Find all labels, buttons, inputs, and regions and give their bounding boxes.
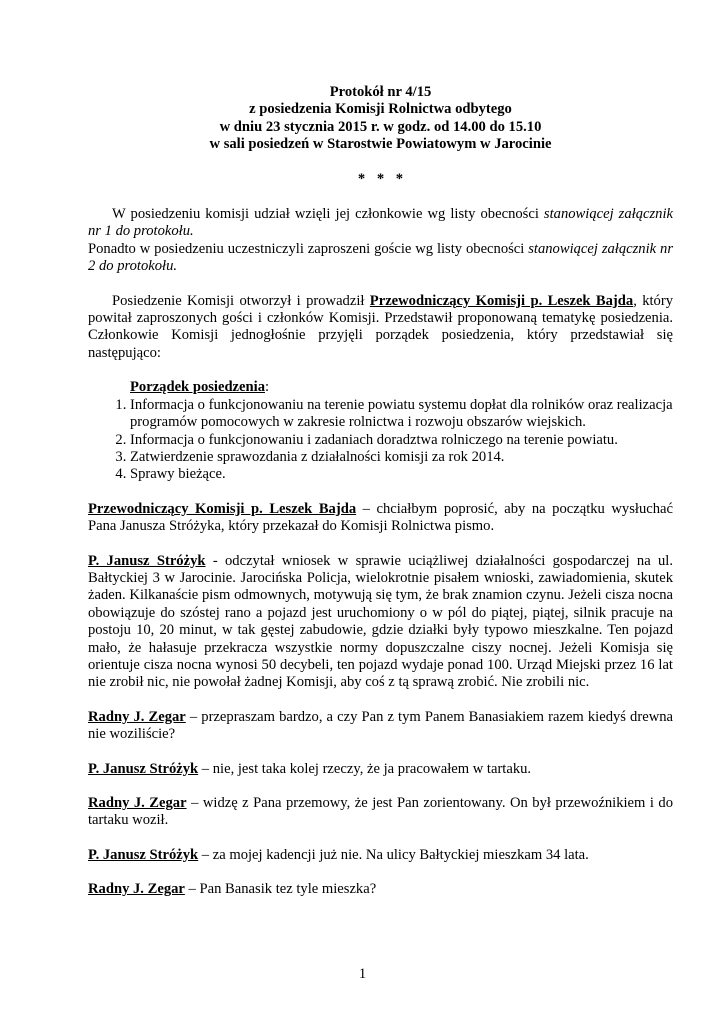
speech-text: – chciałbym poprosić, aby na początku wysłuchać Pana Janusza Stróżyka, który przekazał do Komisji Rolnictwa pismo.: [88, 500, 673, 535]
meeting-subtitle: z posiedzenia Komisji Rolnictwa odbytego: [249, 101, 512, 118]
guests-paragraph: [88, 241, 673, 276]
speech-text: – za mojej kadencji już nie. Na ulicy Bałtyckiej mieszkam 34 lata.: [198, 846, 589, 863]
attendance-paragraph: [88, 206, 673, 241]
dialogue-entry: [88, 881, 673, 898]
speech-text: – Pan Banasik tez tyle mieszka?: [184, 881, 377, 898]
guests-attachment: stanowiącej załącznik nr 2 do protokołu.: [88, 240, 673, 275]
page-number: 1: [358, 966, 367, 982]
agenda-colon: :: [265, 379, 270, 396]
chair-name: Przewodniczący Komisji p. Leszek Bajda: [369, 292, 634, 309]
agenda-list: [88, 397, 673, 484]
speaker-name: Radny J. Zegar: [88, 795, 187, 811]
guests-text: Ponadto w posiedzeniu uczestniczyli zaproszeni goście wg listy obecności: [88, 240, 529, 257]
agenda-title: Porządek posiedzenia: [130, 379, 265, 396]
meeting-place: w sali posiedzeń w Starostwie Powiatowym w Jarocinie: [209, 136, 552, 153]
agenda-item: 2. Informacja o funkcjonowaniu i zadaniach doradztwa rolniczego na terenie powiatu.: [130, 432, 673, 449]
agenda-heading: [130, 379, 673, 396]
opening-text-rest: , który powitał zaproszonych gości i członków Komisji. Przedstawił proponowaną tematykę posiedzenia. Członkowie Komisji jednogłośnie przyjęli porządek posiedzenia, który przedstawiał się następująco:: [88, 292, 674, 361]
protocol-title: Protokół nr 4/15: [329, 84, 432, 100]
dialogue-entry: [88, 761, 673, 778]
agenda-item: 1. Informacja o funkcjonowaniu na terenie powiatu systemu dopłat dla rolników oraz realizacja programów pomocowych w zakresie rolnictwa i rozwoju obszarów wiejskich.: [130, 397, 673, 432]
speaker-name: P. Janusz Stróżyk: [88, 760, 199, 777]
section-separator: * * *: [357, 170, 404, 187]
attendance-text: W posiedzeniu komisji udział wzięli jej członkowie wg listy obecności: [112, 206, 544, 223]
opening-paragraph: [88, 293, 673, 363]
dialogue-entry: [88, 795, 673, 830]
agenda-item: 4. Sprawy bieżące.: [130, 466, 673, 483]
speech-text: – widzę z Pana przemowy, że jest Pan zorientowany. On był przewoźnikiem i do tartaku woził.: [88, 795, 673, 829]
document-header: [88, 84, 673, 154]
document-page: [88, 84, 673, 899]
speaker-name: Radny J. Zegar: [88, 881, 185, 898]
attendance-attachment: stanowiącej załącznik nr 1 do protokołu.: [88, 206, 673, 240]
speaker-name: P. Janusz Stróżyk: [88, 846, 199, 863]
speech-text: – nie, jest taka kolej rzeczy, że ja pracowałem w tartaku.: [198, 760, 532, 777]
speaker-name: Przewodniczący Komisji p. Leszek Bajda: [88, 500, 357, 517]
speech-text: – przepraszam bardzo, a czy Pan z tym Panem Banasiakiem razem kiedyś drewna nie woziliście?: [88, 708, 674, 743]
agenda-item: 3. Zatwierdzenie sprawozdania z działalności komisji za rok 2014.: [130, 449, 673, 466]
dialogue-entry: [88, 709, 673, 744]
speaker-name: Radny J. Zegar: [88, 708, 186, 725]
dialogue-entry: [88, 501, 673, 536]
dialogue-entry: [88, 847, 673, 864]
meeting-date: w dniu 23 stycznia 2015 r. w godz. od 14.00 do 15.10: [219, 118, 542, 135]
speech-text: - odczytał wniosek w sprawie uciążliwej działalności gospodarczej na ul. Bałtyckiej 3 w Jarocinie. Jarocińska Policja, wielokrotnie pisałem wnioski, zawiadomienia, skutek żaden. Kilkanaście pism odmownych, motywują się tym, że brak znamion czynu. Jeżeli cisza nocna obowiązuje do szóstej rano a pojazd jest uruchomiony o w pól do piątej, piątej, silnik pracuje na postoju 10, 20 minut, w tak gęstej zabudowie, gdzie działki były typowo mieszkalne. Ten pojazd mało, że hałasuje przekracza wszystkie normy dopuszczalne ciszy nocnej. Jeżeli Komisja się orientuje cisza nocna wynosi 50 decybeli, ten pojazd wydaje ponad 100. Urząd Miejski przez 16 lat nie zrobił nic, nie powołał żadnej Komisji, aby coś z tą sprawą zrobić. Nie zrobili nic.: [88, 552, 673, 691]
speaker-name: P. Janusz Stróżyk: [88, 552, 206, 569]
dialogue-entry: [88, 553, 673, 692]
opening-text: Posiedzenie Komisji otworzył i prowadził: [112, 292, 370, 309]
